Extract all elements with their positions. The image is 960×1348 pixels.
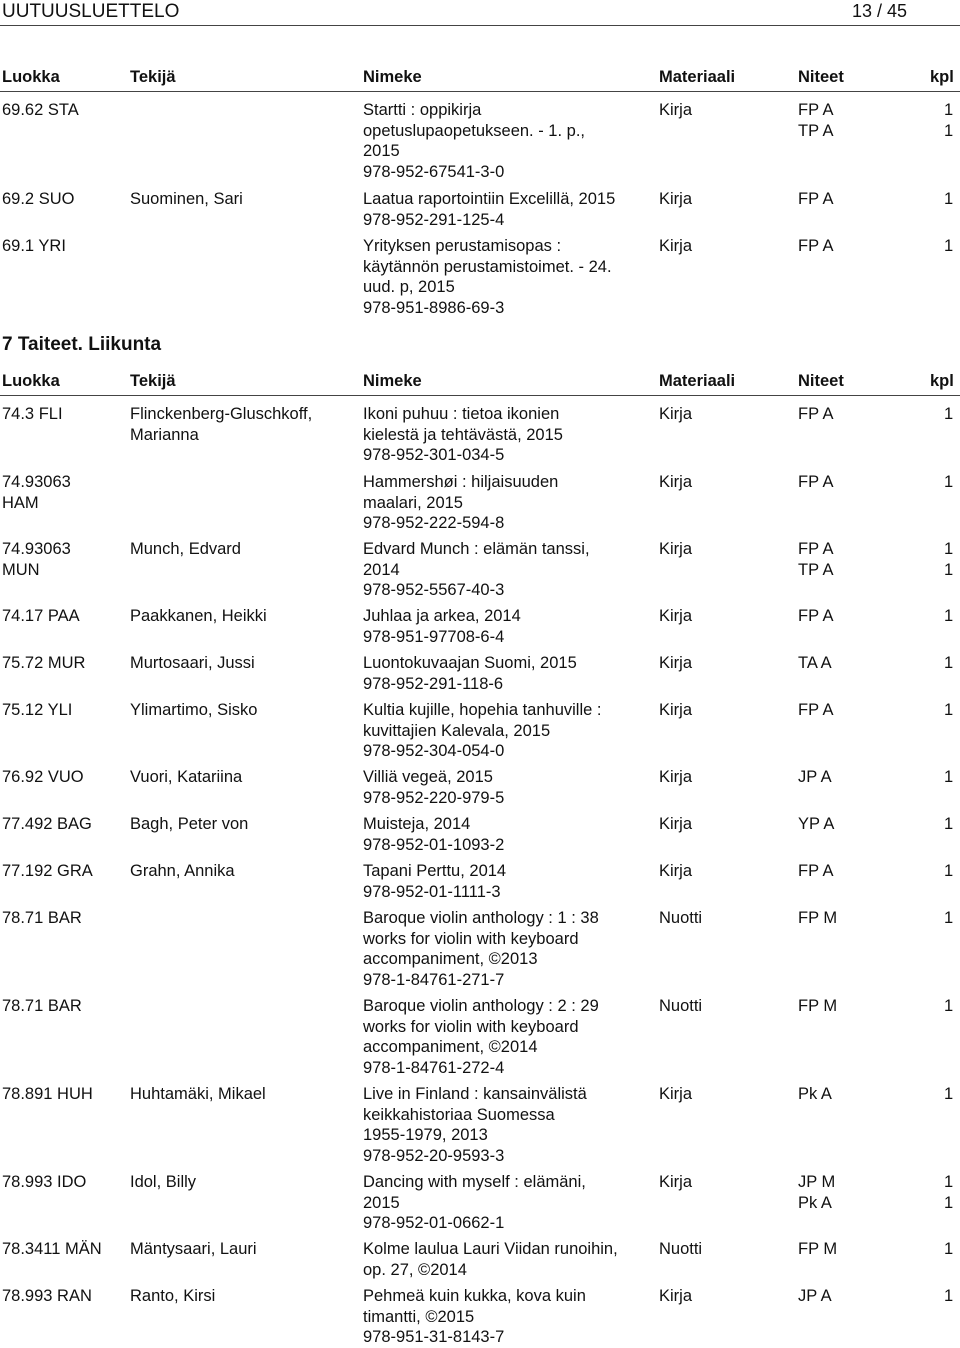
cell-nimeke-line: kuvittajien Kalevala, 2015 xyxy=(363,721,551,740)
cell-kpl-line: 1 xyxy=(944,654,954,672)
cell-niteet xyxy=(798,767,832,788)
cell-nimeke-line: uud. p, 2015 xyxy=(363,278,455,296)
cell-niteet-line: FP A xyxy=(798,237,834,255)
cell-nimeke-line: Muisteja, 2014 xyxy=(363,815,471,833)
cell-niteet xyxy=(798,814,834,835)
cell-niteet-line: FP A xyxy=(798,405,834,423)
cell-niteet xyxy=(798,996,837,1017)
cell-kpl xyxy=(944,814,953,835)
cell-kpl xyxy=(944,1239,953,1260)
cell-luokka xyxy=(2,1239,126,1260)
cell-materiaali: Kirja xyxy=(659,862,693,880)
cell-nimeke-line: Laatua raportointiin Excelillä, 2015 xyxy=(363,190,616,208)
cell-nimeke-line: 978-1-84761-271-7 xyxy=(363,970,505,989)
cell-nimeke xyxy=(363,404,653,466)
cell-tekija xyxy=(130,653,356,674)
cell-nimeke-line: 978-952-01-1093-2 xyxy=(363,835,505,854)
cell-nimeke-line: maalari, 2015 xyxy=(363,493,463,512)
cell-nimeke-line: 978-952-01-1111-3 xyxy=(363,882,501,901)
cell-luokka-line: 69.62 STA xyxy=(2,101,79,119)
cell-nimeke-line: 978-952-20-9593-3 xyxy=(363,1146,505,1165)
cell-kpl xyxy=(944,767,953,788)
cell-materiaali: Kirja xyxy=(659,237,693,255)
cell-nimeke-line: 978-952-5567-40-3 xyxy=(363,581,505,599)
cell-luokka-line: 77.492 BAG xyxy=(2,815,92,833)
col-niteet: Niteet xyxy=(798,372,844,390)
cell-tekija xyxy=(130,1084,356,1105)
cell-niteet xyxy=(798,1286,832,1307)
cell-nimeke xyxy=(363,1172,653,1234)
cell-luokka-line: 78.3411 MÄN xyxy=(2,1240,102,1258)
cell-nimeke-line: 978-952-220-979-5 xyxy=(363,788,505,807)
cell-luokka-line: HAM xyxy=(2,493,39,512)
cell-kpl xyxy=(944,606,953,627)
cell-niteet-line: TA A xyxy=(798,654,832,672)
cell-niteet xyxy=(798,606,833,627)
header-rule xyxy=(0,25,960,26)
cell-tekija xyxy=(130,539,356,560)
cell-nimeke-line: 1955-1979, 2013 xyxy=(363,1126,488,1144)
cell-materiaali: Kirja xyxy=(659,1173,693,1191)
cell-niteet-line: FP A xyxy=(798,862,834,880)
cell-niteet-line: TP A xyxy=(798,121,834,140)
cell-nimeke-line: timantti, ©2015 xyxy=(363,1307,475,1326)
cell-materiaali: Kirja xyxy=(659,768,693,786)
cell-kpl-line: 1 xyxy=(944,607,954,625)
cell-kpl-line: 1 xyxy=(944,909,954,927)
page-number: 13 / 45 xyxy=(852,1,908,21)
cell-nimeke xyxy=(363,1286,653,1348)
cell-kpl-line: 1 xyxy=(944,1173,954,1191)
cell-nimeke-line: 978-951-97708-6-4 xyxy=(363,627,505,646)
cell-nimeke-line: works for violin with keyboard xyxy=(363,1017,579,1036)
cell-niteet-line: JP A xyxy=(798,768,832,786)
cell-tekija xyxy=(130,606,356,627)
cell-nimeke-line: Yrityksen perustamisopas : xyxy=(363,237,562,255)
cell-materiaali: Kirja xyxy=(659,1287,693,1305)
cell-nimeke-line: Villiä vegeä, 2015 xyxy=(363,768,493,786)
cell-niteet xyxy=(798,1084,832,1105)
col-luokka: Luokka xyxy=(2,372,60,390)
cell-tekija-line: Vuori, Katariina xyxy=(130,768,243,786)
cell-materiaali: Kirja xyxy=(659,1085,693,1103)
cell-kpl xyxy=(944,472,953,493)
cell-luokka xyxy=(2,1084,126,1105)
cell-luokka xyxy=(2,814,126,835)
cell-nimeke-line: 978-952-01-0662-1 xyxy=(363,1214,505,1232)
column-header-1 xyxy=(0,68,960,90)
cell-niteet xyxy=(798,404,833,425)
cell-tekija-line: Huhtamäki, Mikael xyxy=(130,1085,266,1103)
col-nimeke: Nimeke xyxy=(363,372,422,390)
cell-kpl-line: 1 xyxy=(944,1287,954,1305)
cell-niteet-line: FP M xyxy=(798,1240,838,1258)
cell-materiaali: Kirja xyxy=(659,815,693,833)
cell-nimeke xyxy=(363,1239,653,1280)
cell-tekija xyxy=(130,1286,356,1307)
cell-nimeke-line: op. 27, ©2014 xyxy=(363,1260,467,1279)
cell-kpl-line: 1 xyxy=(944,101,954,119)
cell-kpl xyxy=(944,189,953,210)
cell-niteet-line: YP A xyxy=(798,815,835,833)
cell-nimeke-line: Baroque violin anthology : 2 : 29 xyxy=(363,997,599,1015)
cell-nimeke xyxy=(363,472,653,534)
cell-niteet-line: JP A xyxy=(798,1287,832,1305)
cell-niteet-line: FP A xyxy=(798,473,834,491)
cell-luokka-line: 78.993 RAN xyxy=(2,1287,92,1305)
cell-materiaali: Kirja xyxy=(659,405,693,423)
cell-tekija-line: Mäntysaari, Lauri xyxy=(130,1240,257,1258)
document-title: UUTUUSLUETTELO xyxy=(2,1,180,22)
cell-tekija-line: Ranto, Kirsi xyxy=(130,1287,216,1305)
cell-nimeke-line: Startti : oppikirja xyxy=(363,101,482,119)
cell-kpl-line: 1 xyxy=(944,190,954,208)
cell-nimeke-line: Tapani Perttu, 2014 xyxy=(363,862,507,880)
cell-nimeke-line: 2015 xyxy=(363,142,400,160)
cell-niteet-line: FP A xyxy=(798,540,834,558)
cell-materiaali: Nuotti xyxy=(659,909,703,927)
cell-kpl-line: 1 xyxy=(944,560,954,579)
cell-tekija xyxy=(130,1172,356,1193)
cell-niteet xyxy=(798,539,833,580)
col-materiaali: Materiaali xyxy=(659,68,736,86)
cell-tekija xyxy=(130,861,356,882)
cell-kpl-line: 1 xyxy=(944,405,954,423)
cell-nimeke-line: 978-952-291-125-4 xyxy=(363,210,505,229)
cell-nimeke-line: 978-951-8986-69-3 xyxy=(363,298,505,317)
cell-nimeke-line: Baroque violin anthology : 1 : 38 xyxy=(363,909,599,927)
cell-nimeke-line: 978-952-304-054-0 xyxy=(363,742,505,760)
column-header-rule-1 xyxy=(0,91,960,92)
cell-tekija-line: Bagh, Peter von xyxy=(130,815,249,833)
cell-luokka xyxy=(2,996,126,1017)
cell-nimeke xyxy=(363,1084,653,1166)
cell-kpl-line: 1 xyxy=(944,862,954,880)
cell-nimeke xyxy=(363,236,653,318)
cell-niteet-line: FP A xyxy=(798,190,834,208)
cell-luokka xyxy=(2,472,126,513)
cell-nimeke-line: 978-951-31-8143-7 xyxy=(363,1328,505,1346)
cell-tekija-line: Idol, Billy xyxy=(130,1173,197,1191)
cell-niteet xyxy=(798,653,832,674)
cell-niteet xyxy=(798,189,833,210)
cell-niteet-line: Pk A xyxy=(798,1085,832,1103)
cell-kpl-line: 1 xyxy=(944,768,954,786)
cell-nimeke-line: 2014 xyxy=(363,560,400,579)
cell-kpl xyxy=(944,236,953,257)
cell-nimeke-line: Dancing with myself : elämäni, xyxy=(363,1173,586,1191)
cell-nimeke xyxy=(363,539,653,601)
cell-luokka-line: 69.2 SUO xyxy=(2,190,75,208)
cell-nimeke xyxy=(363,100,653,182)
cell-kpl xyxy=(944,100,953,141)
cell-niteet-line: FP M xyxy=(798,909,838,927)
cell-nimeke xyxy=(363,606,653,647)
cell-nimeke-line: kielestä ja tehtävästä, 2015 xyxy=(363,425,563,444)
cell-luokka xyxy=(2,1172,126,1193)
cell-niteet-line: TP A xyxy=(798,560,834,579)
cell-nimeke-line: Edvard Munch : elämän tanssi, xyxy=(363,540,590,558)
cell-kpl-line: 1 xyxy=(944,701,954,719)
cell-kpl-line: 1 xyxy=(944,815,954,833)
cell-nimeke-line: Kultia kujille, hopehia tanhuville : xyxy=(363,701,602,719)
cell-kpl-line: 1 xyxy=(944,1193,954,1212)
cell-tekija xyxy=(130,814,356,835)
cell-kpl xyxy=(944,653,953,674)
col-kpl: kpl xyxy=(930,68,954,86)
cell-niteet xyxy=(798,700,833,721)
cell-luokka-line: 76.92 VUO xyxy=(2,768,84,786)
cell-luokka xyxy=(2,1286,126,1307)
cell-nimeke-line: Luontokuvaajan Suomi, 2015 xyxy=(363,654,577,672)
cell-nimeke-line: works for violin with keyboard xyxy=(363,929,579,948)
cell-niteet xyxy=(798,908,837,929)
cell-materiaali: Kirja xyxy=(659,190,693,208)
cell-nimeke-line: 978-952-222-594-8 xyxy=(363,514,505,532)
cell-nimeke xyxy=(363,700,653,762)
cell-materiaali: Kirja xyxy=(659,607,693,625)
cell-materiaali: Nuotti xyxy=(659,1240,703,1258)
cell-niteet xyxy=(798,472,833,493)
cell-luokka-line: 75.12 YLI xyxy=(2,701,73,719)
cell-kpl xyxy=(944,908,953,929)
section-title: 7 Taiteet. Liikunta xyxy=(2,334,162,355)
cell-luokka xyxy=(2,767,126,788)
cell-nimeke-line: Live in Finland : kansainvälistä xyxy=(363,1085,587,1103)
col-nimeke: Nimeke xyxy=(363,68,422,86)
cell-niteet-line: FP A xyxy=(798,607,834,625)
cell-materiaali: Nuotti xyxy=(659,997,703,1015)
cell-kpl-line: 1 xyxy=(944,1085,954,1103)
cell-luokka xyxy=(2,700,126,721)
cell-niteet-line: FP A xyxy=(798,701,834,719)
col-materiaali: Materiaali xyxy=(659,372,736,390)
cell-luokka xyxy=(2,653,126,674)
cell-tekija xyxy=(130,404,356,445)
cell-luokka-line: 77.192 GRA xyxy=(2,862,93,880)
cell-kpl-line: 1 xyxy=(944,997,954,1015)
cell-nimeke-line: 978-952-67541-3-0 xyxy=(363,162,505,181)
cell-niteet-line: JP M xyxy=(798,1173,836,1191)
cell-luokka-line: 74.3 FLI xyxy=(2,405,63,423)
cell-luokka-line: 74.93063 xyxy=(2,473,71,491)
cell-luokka xyxy=(2,908,126,929)
cell-niteet-line: FP A xyxy=(798,101,834,119)
cell-nimeke-line: Ikoni puhuu : tietoa ikonien xyxy=(363,405,560,423)
col-niteet: Niteet xyxy=(798,68,844,86)
cell-luokka xyxy=(2,236,126,257)
cell-tekija xyxy=(130,700,356,721)
cell-kpl-line: 1 xyxy=(944,540,954,558)
page-header xyxy=(0,0,960,24)
cell-kpl-line: 1 xyxy=(944,121,954,140)
cell-tekija-line: Grahn, Annika xyxy=(130,862,235,880)
cell-kpl xyxy=(944,404,953,425)
cell-tekija-line: Ylimartimo, Sisko xyxy=(130,701,258,719)
cell-materiaali: Kirja xyxy=(659,473,693,491)
cell-tekija-line: Suominen, Sari xyxy=(130,190,243,208)
cell-nimeke-line: Kolme laulua Lauri Viidan runoihin, xyxy=(363,1240,618,1258)
cell-niteet-line: FP M xyxy=(798,997,838,1015)
cell-tekija-line: Flinckenberg-Gluschkoff, xyxy=(130,405,313,423)
column-header-2 xyxy=(0,372,960,394)
cell-niteet xyxy=(798,1239,837,1260)
cell-luokka-line: 78.71 BAR xyxy=(2,997,82,1015)
cell-nimeke-line: Pehmeä kuin kukka, kova kuin xyxy=(363,1287,586,1305)
cell-nimeke xyxy=(363,814,653,855)
cell-luokka-line: 78.993 IDO xyxy=(2,1173,87,1191)
cell-nimeke-line: accompaniment, ©2014 xyxy=(363,1038,538,1056)
cell-tekija xyxy=(130,189,356,210)
cell-kpl xyxy=(944,539,953,580)
cell-kpl xyxy=(944,700,953,721)
cell-nimeke-line: 978-952-291-118-6 xyxy=(363,674,504,693)
cell-nimeke xyxy=(363,908,653,990)
cell-materiaali: Kirja xyxy=(659,101,693,119)
cell-nimeke-line: käytännön perustamistoimet. - 24. xyxy=(363,257,612,276)
cell-tekija-line: Murtosaari, Jussi xyxy=(130,654,255,672)
cell-nimeke-line: Juhlaa ja arkea, 2014 xyxy=(363,607,521,625)
cell-luokka xyxy=(2,100,126,121)
cell-nimeke xyxy=(363,861,653,902)
cell-niteet xyxy=(798,1172,835,1213)
col-tekija: Tekijä xyxy=(130,68,176,86)
cell-luokka-line: 78.891 HUH xyxy=(2,1085,93,1103)
cell-nimeke xyxy=(363,189,653,230)
cell-luokka xyxy=(2,404,126,425)
cell-luokka-line: MUN xyxy=(2,560,40,579)
cell-tekija xyxy=(130,767,356,788)
cell-nimeke-line: opetuslupaopetukseen. - 1. p., xyxy=(363,121,585,140)
cell-kpl-line: 1 xyxy=(944,237,954,255)
cell-nimeke-line: 978-1-84761-272-4 xyxy=(363,1058,505,1077)
cell-tekija xyxy=(130,1239,356,1260)
cell-nimeke-line: 978-952-301-034-5 xyxy=(363,446,505,464)
cell-luokka xyxy=(2,606,126,627)
cell-kpl xyxy=(944,1172,953,1213)
cell-tekija-line: Munch, Edvard xyxy=(130,540,241,558)
cell-kpl xyxy=(944,1286,953,1307)
cell-luokka xyxy=(2,539,126,580)
cell-luokka xyxy=(2,189,126,210)
cell-materiaali: Kirja xyxy=(659,540,693,558)
cell-materiaali: Kirja xyxy=(659,654,693,672)
col-kpl: kpl xyxy=(930,372,954,390)
cell-niteet xyxy=(798,100,833,141)
col-tekija: Tekijä xyxy=(130,372,176,390)
cell-nimeke xyxy=(363,653,653,694)
cell-kpl-line: 1 xyxy=(944,1240,954,1258)
col-luokka: Luokka xyxy=(2,68,60,86)
cell-luokka-line: 75.72 MUR xyxy=(2,654,86,672)
cell-luokka-line: 78.71 BAR xyxy=(2,909,82,927)
cell-niteet xyxy=(798,861,833,882)
cell-nimeke xyxy=(363,996,653,1078)
cell-niteet xyxy=(798,236,833,257)
cell-luokka-line: 74.93063 xyxy=(2,540,71,558)
cell-kpl-line: 1 xyxy=(944,473,954,491)
column-header-rule-2 xyxy=(0,395,960,396)
cell-tekija-line: Paakkanen, Heikki xyxy=(130,607,267,625)
cell-nimeke-line: Hammershøi : hiljaisuuden xyxy=(363,473,559,491)
cell-luokka xyxy=(2,861,126,882)
cell-nimeke-line: accompaniment, ©2013 xyxy=(363,950,538,968)
cell-kpl xyxy=(944,1084,953,1105)
cell-kpl xyxy=(944,861,953,882)
cell-tekija-line: Marianna xyxy=(130,425,199,444)
cell-materiaali: Kirja xyxy=(659,701,693,719)
cell-nimeke xyxy=(363,767,653,808)
cell-kpl xyxy=(944,996,953,1017)
cell-luokka-line: 74.17 PAA xyxy=(2,607,80,625)
cell-nimeke-line: 2015 xyxy=(363,1193,400,1212)
cell-nimeke-line: keikkahistoriaa Suomessa xyxy=(363,1105,555,1124)
cell-niteet-line: Pk A xyxy=(798,1193,832,1212)
cell-luokka-line: 69.1 YRI xyxy=(2,237,66,255)
